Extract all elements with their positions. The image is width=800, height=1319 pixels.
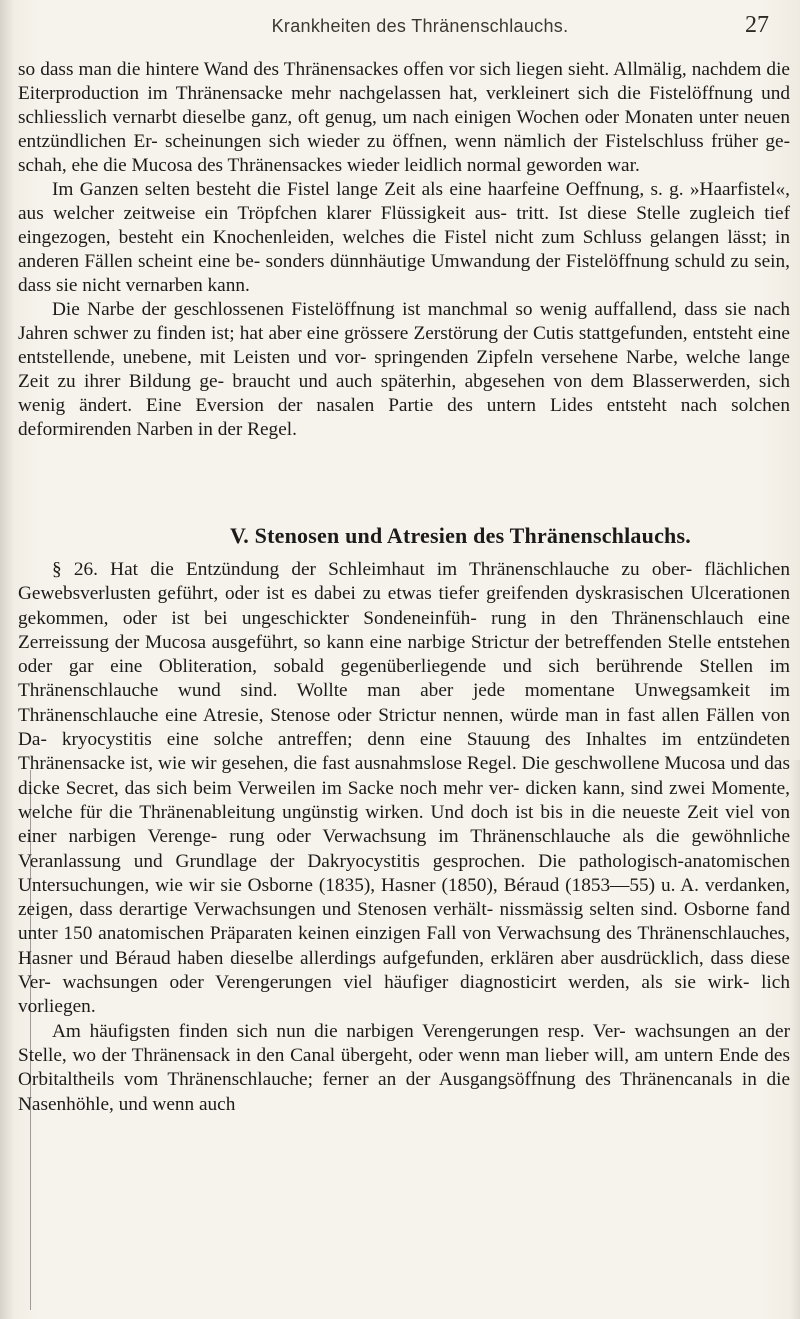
text-line: Untersuchungen, wie wir sie Osborne (1835), Hasner (1850), Béraud (1853—55) [18,874,661,896]
text-line: deformirenden Narben in der Regel. [18,419,297,440]
text-line: genug, um nach einigen Wochen oder Monaten unter neuen entzündlichen Er- [18,107,790,152]
text-line: tritt. Ist diese Stelle zugleich tief eingezogen, besteht ein Knochenleiden, welches [18,203,790,248]
text-line: dass sie nach Jahren schwer zu finden ist; hat aber eine grössere Zerstörung der [18,299,790,344]
text-line: braucht und auch späterhin, abgesehen von dem Blasserwerden, sich wenig [18,371,790,416]
text-line: ändert. Eine Eversion der nasalen Partie des untern Lides entsteht nach solchen [79,395,790,416]
text-line: verkleinert sich die Fistelöffnung und schliesslich vernarbt dieselbe ganz, oft [18,83,790,128]
binding-shadow [0,0,14,1319]
text-line: s. g. »Haarfistel«, aus welcher zeitweise ein Tröpfchen klarer Flüssigkeit aus- [18,179,790,224]
text-line: scheinungen sich wieder zu öffnen, wenn nämlich der Fistelschluss früher ge- [165,131,790,152]
paragraph-fistula-closing [18,58,790,178]
text-line: wachsungen an der Stelle, wo der Thränensack in den Canal übergeht, oder wenn [18,1020,790,1066]
body-text-section [18,558,790,1117]
text-line: dieselbe allerdings aufgefunden, erklären aber ausdrücklich, dass diese Ver- [18,947,790,994]
text-line: Die Narbe der geschlossenen Fistelöffnung ist manchmal so wenig auffallend, [52,299,685,320]
text-line: so dass man die hintere Wand des Thränensackes offen vor sich liegen sieht. [18,59,614,80]
text-line: die Fistel nicht zum Schluss gelangen lässt; in anderen Fällen scheint eine be- [18,227,790,272]
page-number: 27 [745,12,769,38]
text-line: eine narbige Strictur der betreffenden Stelle entstehen oder gar eine Obliteration, [18,631,790,678]
text-line: einzigen Fall von Verwachsung des Thränenschlauches, Hasner und Béraud haben [18,923,791,969]
text-line: Atresie, Stenose oder Strictur nennen, würde man in fast allen Fällen von Da- [18,704,790,751]
text-line: lich vorliegen. [18,972,790,1018]
paragraph-common-sites [18,1020,790,1117]
text-line: wirken. Und doch ist bis in die neueste Zeit viel von einer narbigen Verenge- [18,801,790,848]
paragraph-hair-fistula [18,178,790,298]
text-line: man lieber will, am untern Ende des Orbitaltheils vom Thränenschlauche; ferner [18,1044,790,1091]
text-line: Mucosa und das dicke Secret, das sich beim Verweilen im Sacke noch mehr ver- [18,753,790,799]
text-line: Am häufigsten finden sich nun die narbigen Verengerungen resp. Ver- [52,1020,635,1042]
body-text-top [18,58,790,442]
text-line: dyskrasischen Ulcerationen gekommen, oder ist bei ungeschickter Sondeneinfüh- [18,583,790,629]
text-line: sind. Wollte man aber jede momentane Unwegsamkeit im Thränenschlauche eine [18,680,790,726]
text-line: nissmässig selten sind. Osborne fand unter 150 anatomischen Präparaten keinen [18,899,790,945]
text-line: wachsungen oder Verengerungen viel häufiger diagnosticirt werden, als sie wirk- [62,972,762,994]
page-header [0,12,800,42]
text-line: sonders dünnhäutige Umwandung der Fistelöffnung schuld zu sein, dass sie nicht [18,251,790,296]
text-line: Thränensacke ist, wie wir gesehen, die fast ausnahmslose Regel. Die geschwollene [18,753,665,775]
text-line: Im Ganzen selten besteht die Fistel lange Zeit als eine haarfeine Oeffnung, [52,179,651,200]
text-line: rung in den Thränenschlauch eine Zerreissung der Mucosa ausgeführt, so kann [18,607,790,653]
text-line: Cutis stattgefunden, entsteht eine entstellende, unebene, mit Leisten und vor- [18,323,790,368]
text-line: und Grundlage der Dakryocystitis gesprochen. Die pathologisch-anatomischen [133,850,790,872]
text-line: Allmälig, nachdem die Eiterproduction im Thränensacke mehr nachgelassen hat, [18,59,790,104]
text-line: vernarben kann. [125,275,250,296]
text-line: springenden Zipfeln versehene Narbe, welche lange Zeit zu ihrer Bildung ge- [18,347,790,392]
text-line: schah, ehe die Mucosa des Thränensackes wieder leidlich normal geworden war. [18,155,640,176]
text-line: flächlichen Gewebsverlusten geführt, oder ist es dabei zu etwas tiefer greifenden [18,559,790,605]
text-line: § 26. Hat die Entzündung der Schleimhaut im Thränenschlauche zu ober- [52,559,705,580]
text-line: sobald gegenüberliegende und sich berührende Stellen im Thränenschlauche wund [18,656,790,702]
running-title: Krankheiten des Thränenschlauchs. [271,16,569,36]
paragraph-scar [18,298,790,442]
text-line: kryocystitis eine solche antreffen; denn eine Stauung des Inhaltes im entzündeten [61,729,790,751]
text-line: u. A. verdanken, zeigen, dass derartige Verwachsungen und Stenosen verhält- [18,874,791,921]
text-line: an der Ausgangsöffnung des Thränencanals in die Nasenhöhle, und wenn auch [18,1069,790,1115]
section-heading: V. Stenosen und Atresien des Thränenschlauchs. [230,523,691,548]
paragraph-section-26 [18,558,790,1020]
text-line: dicken kann, sind zwei Momente, welche für die Thränenableitung ungünstig [18,777,791,823]
text-line: rung oder Verwachsung im Thränenschlauche als die gewöhnliche Veranlassung [18,826,790,872]
page-edge-shadow [790,760,800,1319]
